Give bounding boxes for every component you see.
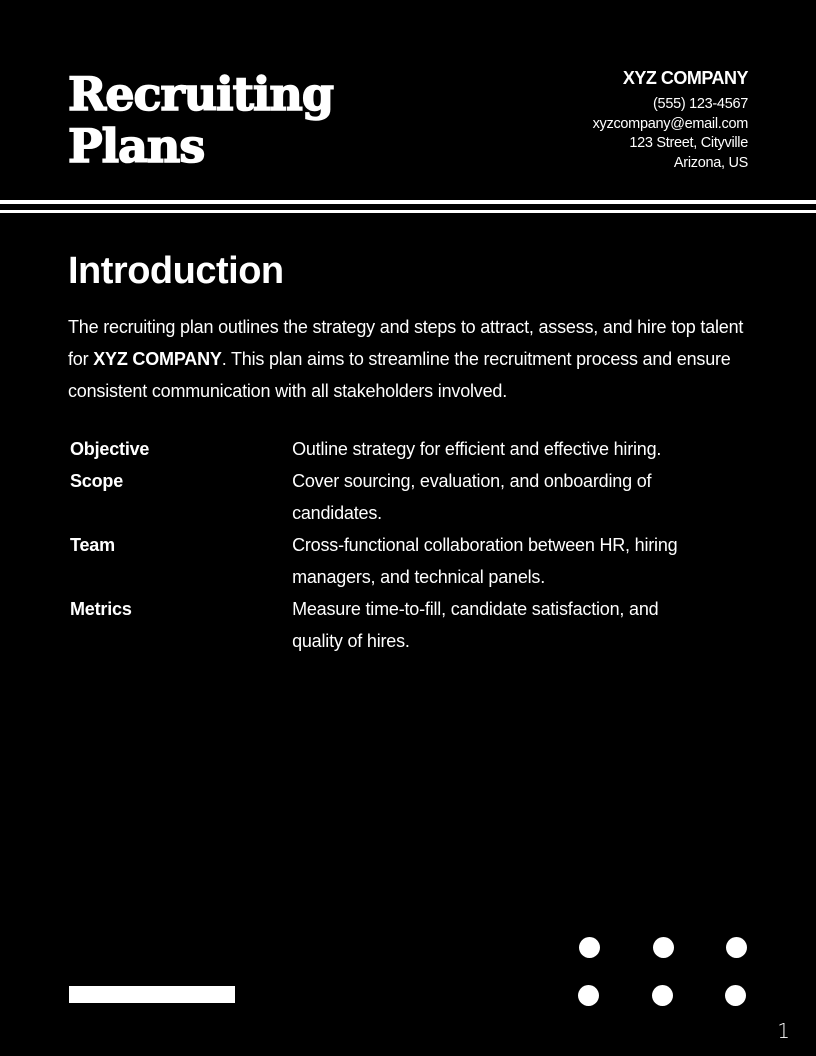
company-phone: (555) 123-4567: [653, 96, 748, 112]
details-row: [70, 593, 750, 657]
detail-label: Team: [70, 535, 115, 555]
detail-value: Outline strategy for efficient and effective hiring.: [292, 439, 662, 459]
company-street: 123 Street, Cityville: [629, 135, 748, 151]
details-row: [70, 465, 750, 529]
intro-text-after: . This plan aims to streamline the recruitment process and ensure consistent communication with all stakeholders involved.: [68, 349, 731, 401]
details-table: [70, 433, 750, 657]
footer-bar-decoration: [69, 986, 235, 1003]
document-title: [68, 68, 333, 172]
details-row: [70, 433, 750, 465]
detail-value: Cover sourcing, evaluation, and onboarding of candidates.: [292, 471, 652, 523]
company-info: [593, 67, 748, 173]
dot-icon: [653, 937, 674, 958]
header-divider-top: [0, 200, 816, 204]
detail-label: Metrics: [70, 599, 132, 619]
company-email: xyzcompany@email.com: [592, 115, 748, 132]
title-line-1: Recruiting: [68, 67, 333, 121]
dot-grid-decoration: [578, 937, 750, 1009]
company-region: Arizona, US: [673, 154, 748, 171]
detail-label: Scope: [70, 471, 124, 491]
company-name: XYZ COMPANY: [622, 68, 748, 88]
header-divider-bottom: [0, 210, 816, 213]
dot-icon: [652, 985, 673, 1006]
title-line-2: Plans: [68, 119, 205, 173]
intro-text-before: The recruiting plan outlines the strategy and steps to attract, assess, and hire top talent for: [68, 317, 744, 369]
dot-icon: [726, 937, 747, 958]
intro-paragraph: [68, 311, 758, 407]
detail-value: Cross-functional collaboration between HR, hiring managers, and technical panels.: [292, 535, 678, 587]
dot-icon: [725, 985, 746, 1006]
details-row: [70, 529, 750, 593]
section-heading: Introduction: [68, 250, 284, 292]
dot-icon: [579, 937, 600, 958]
detail-label: Objective: [70, 439, 150, 459]
dot-icon: [578, 985, 599, 1006]
page-number: 1: [777, 1019, 790, 1043]
detail-value: Measure time-to-fill, candidate satisfaction, and quality of hires.: [292, 599, 659, 651]
intro-company-name: XYZ COMPANY: [93, 349, 222, 369]
